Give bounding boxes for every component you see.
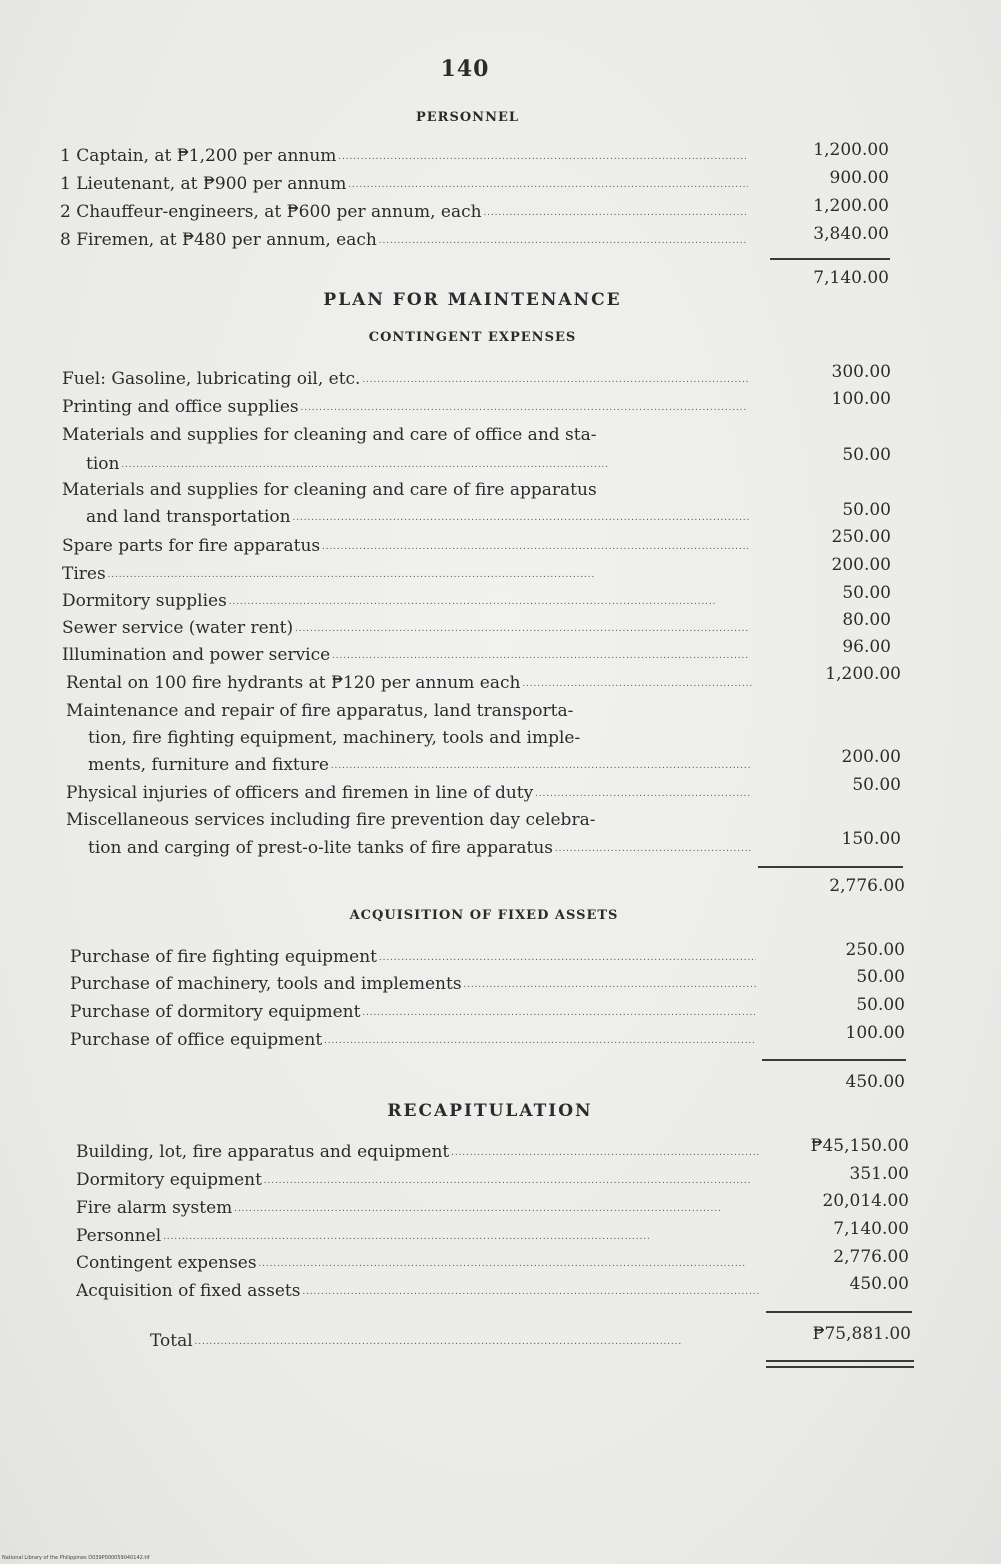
personnel-amount: 1,200.00 (813, 140, 889, 160)
recap-line: Personnel . . . (76, 1226, 760, 1246)
fixed-assets-heading: ACQUISITION OF FIXED ASSETS (349, 908, 619, 923)
contingent-line: Materials and supplies for cleaning and care of office and sta- (62, 425, 597, 445)
contingent-total: 2,776.00 (829, 876, 905, 896)
recap-amount: ₱45,150.00 (810, 1136, 909, 1156)
contingent-heading: CONTINGENT EXPENSES (368, 330, 577, 345)
personnel-line: 1 Captain, at ₱1,200 per annum . . . (60, 146, 748, 166)
fixed-asset-amount: 50.00 (856, 995, 905, 1015)
contingent-amount: 150.00 (841, 829, 901, 849)
contingent-line: tion, fire fighting equipment, machinery, tools and imple- (88, 728, 581, 748)
contingent-line: Spare parts for fire apparatus . . . (62, 536, 750, 556)
contingent-amount: 200.00 (841, 747, 901, 767)
recap-amount: 2,776.00 (833, 1247, 909, 1267)
personnel-amount: 900.00 (829, 168, 889, 188)
contingent-amount: 96.00 (842, 637, 891, 657)
fixed-asset-amount: 50.00 (856, 967, 905, 987)
contingent-line: Physical injuries of officers and firemen in line of duty . . . (66, 783, 752, 803)
recap-line: Dormitory equipment . . . (76, 1170, 760, 1190)
recap-total: ₱75,881.00 (812, 1324, 911, 1344)
personnel-amount: 1,200.00 (813, 196, 889, 216)
contingent-line: Miscellaneous services including fire prevention day celebra- (66, 810, 596, 830)
recap-amount: 351.00 (849, 1164, 909, 1184)
contingent-line: Tires . . . (62, 564, 750, 584)
fixed-asset-amount: 250.00 (845, 940, 905, 960)
contingent-line: tion . . . (86, 454, 750, 474)
contingent-line: Materials and supplies for cleaning and care of fire apparatus (62, 480, 597, 500)
double-rule-bottom (766, 1366, 914, 1368)
contingent-amount: 50.00 (852, 775, 901, 795)
recap-amount: 20,014.00 (822, 1191, 909, 1211)
contingent-amount: 200.00 (831, 555, 891, 575)
personnel-line: 8 Firemen, at ₱480 per annum, each . . . (60, 230, 748, 250)
subtotal-rule (762, 1059, 906, 1061)
recap-amount: 450.00 (849, 1274, 909, 1294)
personnel-amount: 3,840.00 (813, 224, 889, 244)
contingent-amount: 80.00 (842, 610, 891, 630)
contingent-amount: 100.00 (831, 389, 891, 409)
contingent-line: and land transportation . . . (86, 507, 750, 527)
fixed-asset-line: Purchase of fire fighting equipment . . . (70, 947, 756, 967)
fixed-assets-total: 450.00 (845, 1072, 905, 1092)
page-number: 140 (440, 56, 490, 82)
recap-total-line: Total . . . (150, 1331, 764, 1351)
contingent-line: Fuel: Gasoline, lubricating oil, etc. . . . (62, 369, 748, 389)
contingent-amount: 300.00 (831, 362, 891, 382)
contingent-line: Rental on 100 fire hydrants at ₱120 per annum each . . . (66, 673, 752, 693)
fixed-asset-amount: 100.00 (845, 1023, 905, 1043)
recap-amount: 7,140.00 (833, 1219, 909, 1239)
contingent-amount: 250.00 (831, 527, 891, 547)
personnel-line: 1 Lieutenant, at ₱900 per annum . . . (60, 174, 748, 194)
fixed-asset-line: Purchase of dormitory equipment . . . (70, 1002, 756, 1022)
fixed-asset-line: Purchase of office equipment . . . (70, 1030, 756, 1050)
double-rule-top (766, 1360, 914, 1362)
recap-line: Contingent expenses . . . (76, 1253, 760, 1273)
subtotal-rule (766, 1311, 912, 1313)
contingent-line: Illumination and power service . . . (62, 645, 750, 665)
contingent-amount: 1,200.00 (825, 664, 901, 684)
subtotal-rule (758, 866, 903, 868)
recap-line: Building, lot, fire apparatus and equipment . . . (76, 1142, 760, 1162)
contingent-line: tion and carging of prest-o-lite tanks of fire apparatus . . . (88, 838, 752, 858)
contingent-amount: 50.00 (842, 445, 891, 465)
personnel-heading: PERSONNEL (415, 110, 519, 125)
subtotal-rule (770, 258, 890, 260)
contingent-line: Dormitory supplies . . . (62, 591, 750, 611)
recap-line: Fire alarm system . . . (76, 1198, 760, 1218)
contingent-line: Sewer service (water rent) . . . (62, 618, 750, 638)
personnel-line: 2 Chauffeur-engineers, at ₱600 per annum, each . . . (60, 202, 748, 222)
contingent-amount: 50.00 (842, 500, 891, 520)
fixed-asset-line: Purchase of machinery, tools and implements . . . (70, 974, 756, 994)
recap-line: Acquisition of fixed assets . . . (76, 1281, 760, 1301)
contingent-amount: 50.00 (842, 583, 891, 603)
recapitulation-heading: RECAPITULATION (387, 1101, 593, 1121)
contingent-line: ments, furniture and fixture . . . (88, 755, 752, 775)
plan-heading: PLAN FOR MAINTENANCE (323, 290, 622, 310)
personnel-total: 7,140.00 (813, 268, 889, 288)
contingent-line: Printing and office supplies . . . (62, 397, 748, 417)
scan-footer: National Library of the Philippines D039P000059040142.tif (2, 1555, 150, 1561)
contingent-line: Maintenance and repair of fire apparatus, land transporta- (66, 701, 574, 721)
